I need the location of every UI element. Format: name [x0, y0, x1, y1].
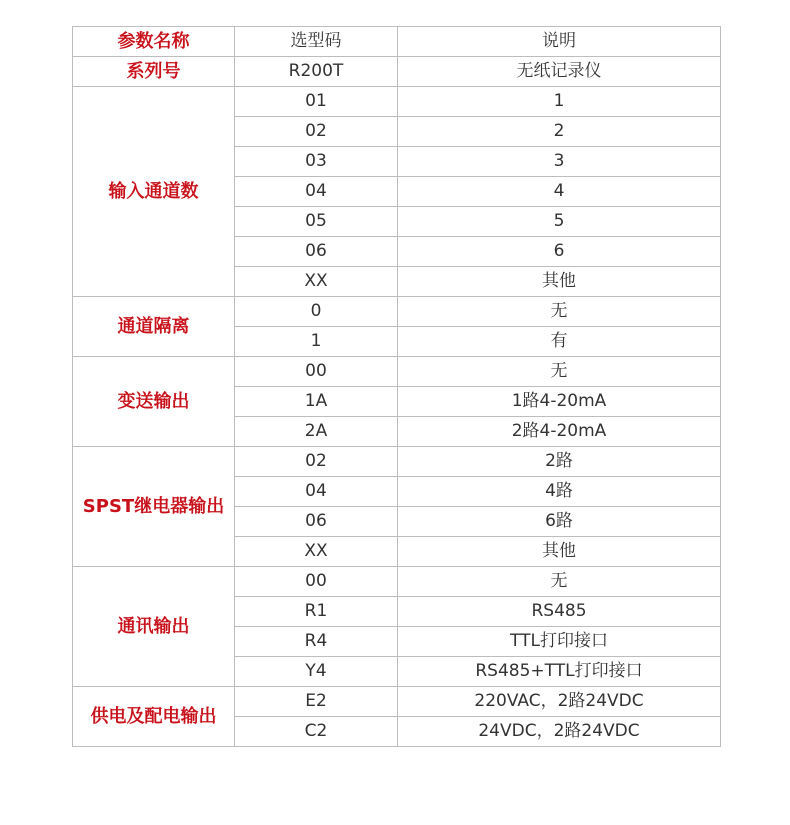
description-cell: 4路: [398, 477, 721, 507]
code-cell: R4: [235, 627, 398, 657]
table-row: [73, 687, 721, 717]
code-cell: XX: [235, 267, 398, 297]
description-cell: 其他: [398, 267, 721, 297]
table-header-row: [73, 27, 721, 57]
model-selection-table: [72, 26, 721, 747]
code-cell: 2A: [235, 417, 398, 447]
description-cell: TTL打印接口: [398, 627, 721, 657]
description-cell: 5: [398, 207, 721, 237]
description-cell: 2: [398, 117, 721, 147]
code-cell: R200T: [235, 57, 398, 87]
description-cell: RS485: [398, 597, 721, 627]
description-cell: 1: [398, 87, 721, 117]
code-cell: 00: [235, 357, 398, 387]
table-row: [73, 57, 721, 87]
parameter-name-cell: 通道隔离: [73, 297, 235, 357]
code-cell: 02: [235, 117, 398, 147]
header-param-name: 参数名称: [73, 27, 235, 57]
description-cell: 无: [398, 357, 721, 387]
description-cell: 其他: [398, 537, 721, 567]
description-cell: 6路: [398, 507, 721, 537]
table-row: [73, 357, 721, 387]
description-cell: 无纸记录仪: [398, 57, 721, 87]
parameter-name-cell: 变送输出: [73, 357, 235, 447]
table-row: [73, 567, 721, 597]
table-row: [73, 447, 721, 477]
code-cell: 06: [235, 237, 398, 267]
code-cell: 05: [235, 207, 398, 237]
table-body: [73, 27, 721, 747]
parameter-name-cell: 供电及配电输出: [73, 687, 235, 747]
code-cell: Y4: [235, 657, 398, 687]
table-row: [73, 297, 721, 327]
table-row: [73, 87, 721, 117]
code-cell: 04: [235, 477, 398, 507]
description-cell: 3: [398, 147, 721, 177]
description-cell: 2路: [398, 447, 721, 477]
description-cell: 无: [398, 567, 721, 597]
parameter-name-cell: 系列号: [73, 57, 235, 87]
description-cell: 无: [398, 297, 721, 327]
code-cell: 04: [235, 177, 398, 207]
code-cell: C2: [235, 717, 398, 747]
parameter-name-cell: 输入通道数: [73, 87, 235, 297]
description-cell: 6: [398, 237, 721, 267]
parameter-name-cell: 通讯输出: [73, 567, 235, 687]
code-cell: 01: [235, 87, 398, 117]
code-cell: R1: [235, 597, 398, 627]
code-cell: 02: [235, 447, 398, 477]
parameter-name-cell: SPST继电器输出: [73, 447, 235, 567]
code-cell: E2: [235, 687, 398, 717]
code-cell: 1: [235, 327, 398, 357]
code-cell: 0: [235, 297, 398, 327]
description-cell: 有: [398, 327, 721, 357]
code-cell: XX: [235, 537, 398, 567]
description-cell: 1路4-20mA: [398, 387, 721, 417]
code-cell: 06: [235, 507, 398, 537]
description-cell: 220VAC，2路24VDC: [398, 687, 721, 717]
description-cell: RS485+TTL打印接口: [398, 657, 721, 687]
description-cell: 2路4-20mA: [398, 417, 721, 447]
description-cell: 24VDC，2路24VDC: [398, 717, 721, 747]
header-code: 选型码: [235, 27, 398, 57]
header-description: 说明: [398, 27, 721, 57]
description-cell: 4: [398, 177, 721, 207]
code-cell: 1A: [235, 387, 398, 417]
code-cell: 00: [235, 567, 398, 597]
code-cell: 03: [235, 147, 398, 177]
